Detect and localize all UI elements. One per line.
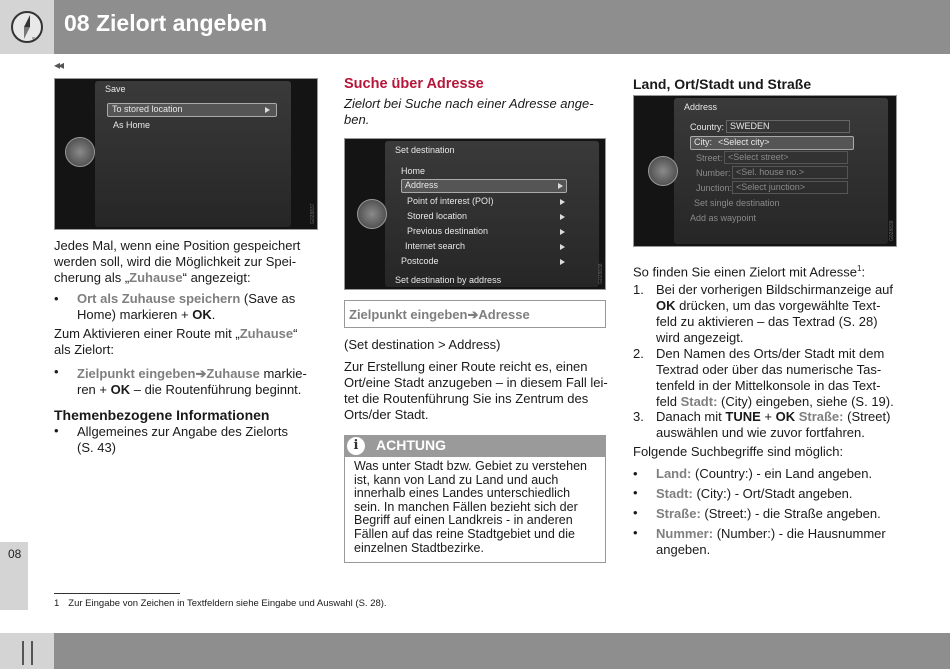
- list-item: Zielpunkt eingeben➔Zuhause markie- ren + OK – die Routenführung beginnt.: [77, 366, 307, 397]
- section-heading: Suche über Adresse: [344, 76, 484, 92]
- screen-item: Postcode: [401, 256, 439, 266]
- nav-path: Zielpunkt eingeben➔Adresse: [349, 307, 530, 322]
- screen-row-label: Street:: [696, 153, 723, 163]
- step-text: Danach mit TUNE + OK Straße: (Street) auswählen und wie zuvor fortfahren.: [656, 409, 891, 440]
- screen-item: As Home: [113, 120, 151, 130]
- header-icon-box: [0, 0, 54, 54]
- image-code: G028839: [889, 220, 895, 241]
- save-screenshot: [54, 78, 318, 230]
- list-item: Nummer: (Number:) - die Hausnummer angeben.: [656, 526, 886, 557]
- step-text: Bei der vorherigen Bildschirmanzeige auf OK drücken, um das vorgewählte Text- feld zu aktivieren – das Textrad (S. 28) wird angezeigt.: [656, 282, 894, 345]
- warning-title: ACHTUNG: [376, 437, 446, 453]
- screen-title: Address: [684, 102, 718, 112]
- step-number: 1.: [633, 282, 644, 297]
- screen-item: Point of interest (POI): [407, 196, 494, 206]
- paragraph: Folgende Suchbegriffe sind möglich:: [633, 444, 844, 459]
- screen-item: Home: [401, 166, 426, 176]
- screen-item-selected: Address: [401, 179, 567, 193]
- page-title: 08 Zielort angeben: [64, 10, 268, 36]
- back-nav-icon[interactable]: ◂◂: [54, 58, 63, 72]
- step-number: 3.: [633, 409, 644, 424]
- screen-row-label: City:: [694, 137, 712, 147]
- related-heading: Themenbezogene Informationen: [54, 407, 270, 423]
- compass-icon: [0, 0, 54, 54]
- footer-mark-icon: [22, 641, 24, 665]
- screen-footer: Set destination by address: [395, 275, 502, 285]
- screen-row-value: <Sel. house no.>: [732, 166, 848, 179]
- screen-item: Stored location: [407, 211, 468, 221]
- list-item: Ort als Zuhause speichern (Save as Home) markieren + OK.: [77, 291, 296, 322]
- info-icon: i: [347, 437, 365, 455]
- bullet: •: [54, 423, 59, 438]
- svg-text:S: S: [32, 37, 36, 43]
- paragraph: Jedes Mal, wenn eine Position gespeichert werden soll, wird die Möglichkeit zur Spei- cherung als „Zuhause“ angezeigt:: [54, 238, 301, 285]
- bullet: •: [633, 505, 638, 520]
- screen-row-value: <Select street>: [724, 151, 848, 164]
- screen-row-label: Number:: [696, 168, 731, 178]
- footer-bar: [0, 633, 950, 669]
- chapter-tab-label: 08: [8, 547, 22, 561]
- paragraph: Zur Erstellung einer Route reicht es, einen Ort/eine Stadt anzugeben – in diesem Fall lei- tet die Routenführung Sie ins Zentrum des Orts/der Stadt.: [344, 359, 608, 422]
- screen-row-value: <Select city>: [718, 137, 770, 147]
- bullet: •: [633, 485, 638, 500]
- screen-row-value: SWEDEN: [726, 120, 850, 133]
- bullet: •: [633, 466, 638, 481]
- list-item: Stadt: (City:) - Ort/Stadt angeben.: [656, 486, 853, 501]
- screen-item: Set single destination: [694, 198, 780, 208]
- set-destination-screenshot: [344, 138, 606, 290]
- paren-text: (Set destination > Address): [344, 337, 501, 352]
- bullet: •: [633, 525, 638, 540]
- screen-item: Add as waypoint: [690, 213, 757, 223]
- screen-row-selected: [690, 136, 854, 150]
- step-text: Den Namen des Orts/der Stadt mit dem Textrad oder über das numerische Tas- tenfeld in der Mittelkonsole in das Text- feld Stadt: (City) eingeben, siehe (S. 19).: [656, 346, 894, 409]
- screen-row-label: Junction:: [696, 183, 733, 193]
- screen-row-label: Country:: [690, 122, 725, 132]
- screen-title: Save: [105, 84, 126, 94]
- footnote-divider: [54, 593, 180, 594]
- image-code: G028837: [310, 203, 316, 224]
- intro-text: So finden Sie einen Zielort mit Adresse$^1$:: [633, 264, 866, 280]
- warning-text: Was unter Stadt bzw. Gebiet zu verstehen ist, kann von Land zu Land und auch innerhalb eines Landes unterschiedlich sein. In manchen Fällen bezieht sich der Begriff auf einen Landkreis - in anderen Fällen auf das reine Stadtgebiet und die einzelnen Stadtbezirke.: [354, 459, 587, 555]
- screen-item: Internet search: [405, 241, 466, 251]
- footer-mark-icon: [31, 641, 33, 665]
- step-number: 2.: [633, 346, 644, 361]
- image-code: G028838: [598, 263, 604, 284]
- address-screenshot: [633, 95, 897, 247]
- screen-item: Previous destination: [407, 226, 489, 236]
- list-item: Allgemeines zur Angabe des Zielorts (S. 43): [77, 424, 289, 455]
- bullet: •: [54, 364, 59, 379]
- screen-row-value: <Select junction>: [732, 181, 848, 194]
- list-item: Land: (Country:) - ein Land angeben.: [656, 466, 873, 481]
- section-heading: Land, Ort/Stadt und Straße: [633, 76, 812, 92]
- list-item: Straße: (Street:) - die Straße angeben.: [656, 506, 881, 521]
- footer-corner: [0, 633, 54, 669]
- paragraph: Zum Aktivieren einer Route mit „Zuhause“ als Zielort:: [54, 326, 298, 357]
- bullet: •: [54, 291, 59, 306]
- footnote: 1 Zur Eingabe von Zeichen in Textfeldern siehe Eingabe und Auswahl (S. 28).: [54, 598, 387, 609]
- intro-text: Zielort bei Suche nach einer Adresse ange- ben.: [344, 96, 594, 127]
- screen-title: Set destination: [395, 145, 455, 155]
- screen-item-selected: To stored location: [107, 103, 277, 117]
